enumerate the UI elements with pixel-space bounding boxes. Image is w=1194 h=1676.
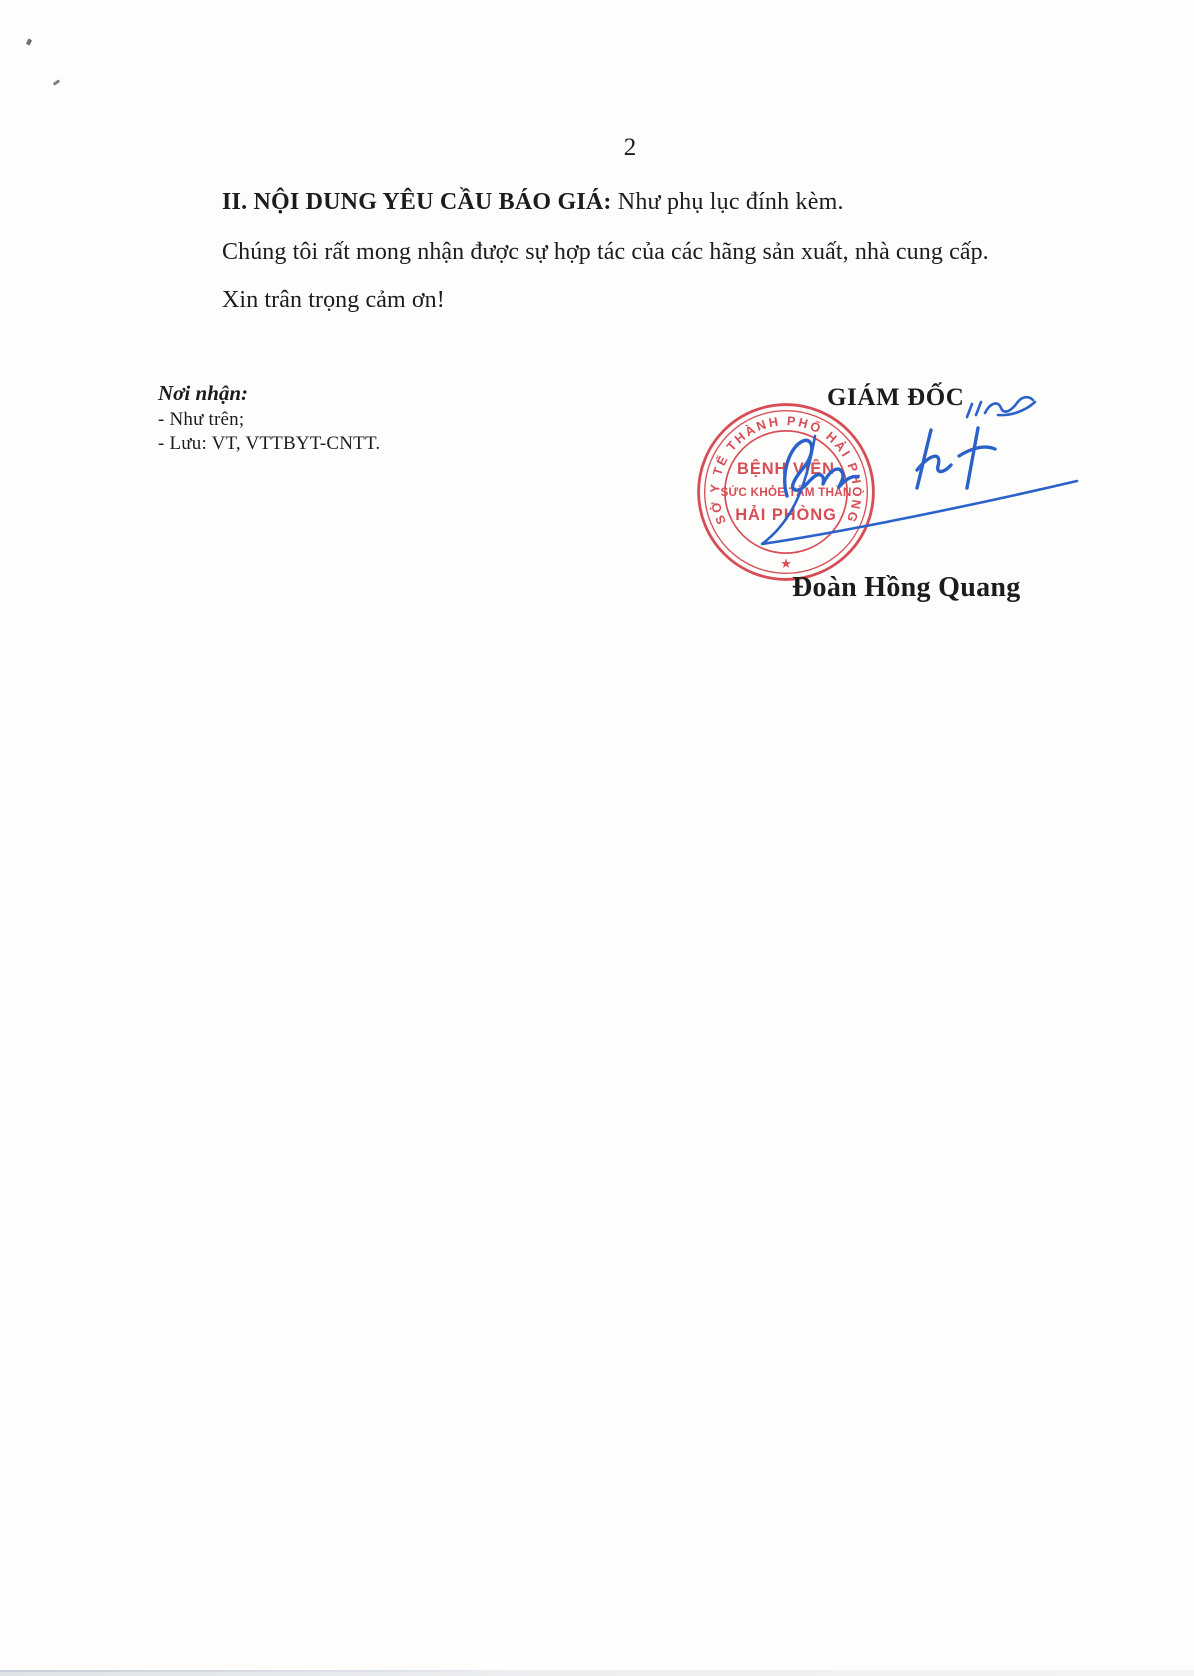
section-heading-note: Như phụ lục đính kèm. bbox=[611, 189, 844, 215]
recipients-label: Nơi nhận: bbox=[158, 381, 249, 405]
recipient-item-2: - Lưu: VT, VTTBYT-CNTT. bbox=[158, 433, 381, 454]
star-icon: ★ bbox=[780, 556, 792, 572]
recipient-item-1: - Như trên; bbox=[158, 409, 245, 430]
scan-edge-line bbox=[0, 1670, 470, 1672]
stamp-line-mentalhealth: SỨC KHỎE TÂM THẦN bbox=[720, 485, 852, 499]
recipients-block bbox=[158, 382, 380, 455]
paragraph-cooperation: Chúng tôi rất mong nhận được sự hợp tác của các hãng sản xuất, nhà cung cấp. bbox=[222, 239, 989, 265]
scan-speck bbox=[26, 38, 32, 45]
stamp-line-city: HẢI PHÒNG bbox=[735, 506, 837, 525]
signature-main-2 bbox=[917, 428, 995, 488]
section-heading-title: II. NỘI DUNG YÊU CẦU BÁO GIÁ: bbox=[222, 189, 612, 215]
signer-name: Đoàn Hồng Quang bbox=[792, 572, 1021, 603]
stamp-line-hospital: BỆNH VIỆN bbox=[737, 460, 835, 479]
signature-ink bbox=[735, 380, 1085, 565]
scan-speck bbox=[53, 79, 60, 85]
section-heading bbox=[222, 186, 1122, 218]
signer-title: GIÁM ĐỐC bbox=[827, 384, 965, 411]
page-number: 2 bbox=[623, 134, 637, 161]
signature-main bbox=[785, 440, 858, 496]
paragraph-thanks: Xin trân trọng cảm ơn! bbox=[222, 287, 445, 313]
signature-tail bbox=[762, 436, 1077, 544]
signature-flourish bbox=[967, 397, 1035, 417]
stamp-ring-text: SỞ Y TẾ THÀNH PHỐ HẢI PHÒNG bbox=[708, 414, 864, 527]
